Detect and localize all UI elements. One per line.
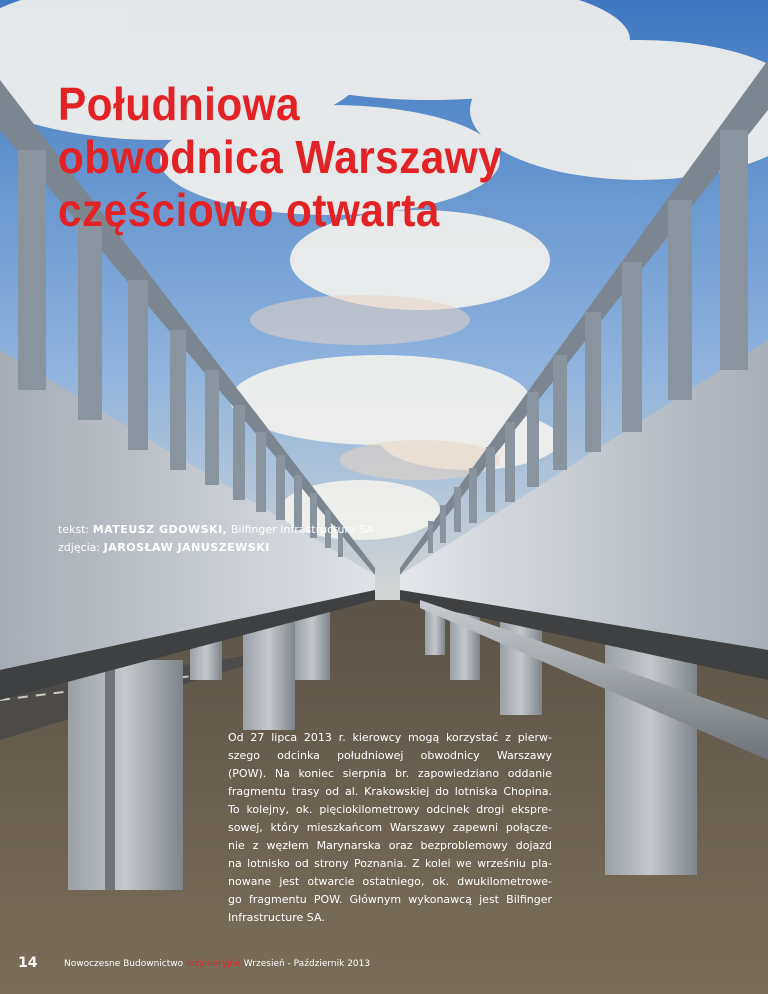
lead-line: To kolejny, ok. pięciokilometrowy odcinek drogi ekspre- (228, 803, 552, 816)
article-title (58, 78, 502, 237)
lead-line: nowane jest otwarcie ostatniego, ok. dwukilometrowe- (228, 875, 552, 888)
photographer-name: JAROSŁAW JANUSZEWSKI (103, 541, 270, 554)
title-line-2: obwodnica Warszawy (58, 131, 503, 183)
section-name: Inżynieryjne (186, 959, 241, 969)
lead-line: fragmentu trasy od al. Krakowskiej do lotniska Chopina. (228, 785, 552, 798)
lead-line: na lotnisko od strony Poznania. Z kolei we wrześniu pla- (228, 857, 552, 870)
lead-paragraph (228, 729, 552, 927)
page-number: 14 (18, 955, 38, 971)
photo-credit (58, 539, 374, 557)
lead-line: go fragmentu POW. Głównym wykonawcą jest Bilfinger (228, 893, 552, 906)
lead-line: nie z węzłem Marynarska oraz bezproblemowy dojazd (228, 839, 552, 852)
page-footer (0, 950, 768, 980)
photo-label: zdjęcia: (58, 541, 101, 554)
lead-line: sowej, który mieszkańcom Warszawy zapewni połącze- (228, 821, 552, 834)
lead-line: Od 27 lipca 2013 r. kierowcy mogą korzystać z pierw- (228, 731, 552, 744)
author-affiliation: Bilfinger Infrastructure SA (230, 523, 374, 536)
lead-line: szego odcinka południowej obwodnicy Warszawy (228, 749, 552, 762)
issue-date: Wrzesień - Październik 2013 (243, 959, 371, 969)
title-line-3: częściowo otwarta (58, 184, 440, 236)
lead-line: (POW). Na koniec sierpnia br. zapowiedziano oddanie (228, 767, 552, 780)
article-credits (58, 521, 374, 557)
author-credit (58, 521, 374, 539)
magazine-name: Nowoczesne Budownictwo (64, 959, 184, 969)
footer-publication (64, 959, 370, 969)
text-label: tekst: (58, 523, 90, 536)
lead-line: Infrastructure SA. (228, 911, 325, 924)
author-name: MATEUSZ GDOWSKI, (92, 523, 228, 536)
title-line-1: Południowa (58, 78, 301, 130)
